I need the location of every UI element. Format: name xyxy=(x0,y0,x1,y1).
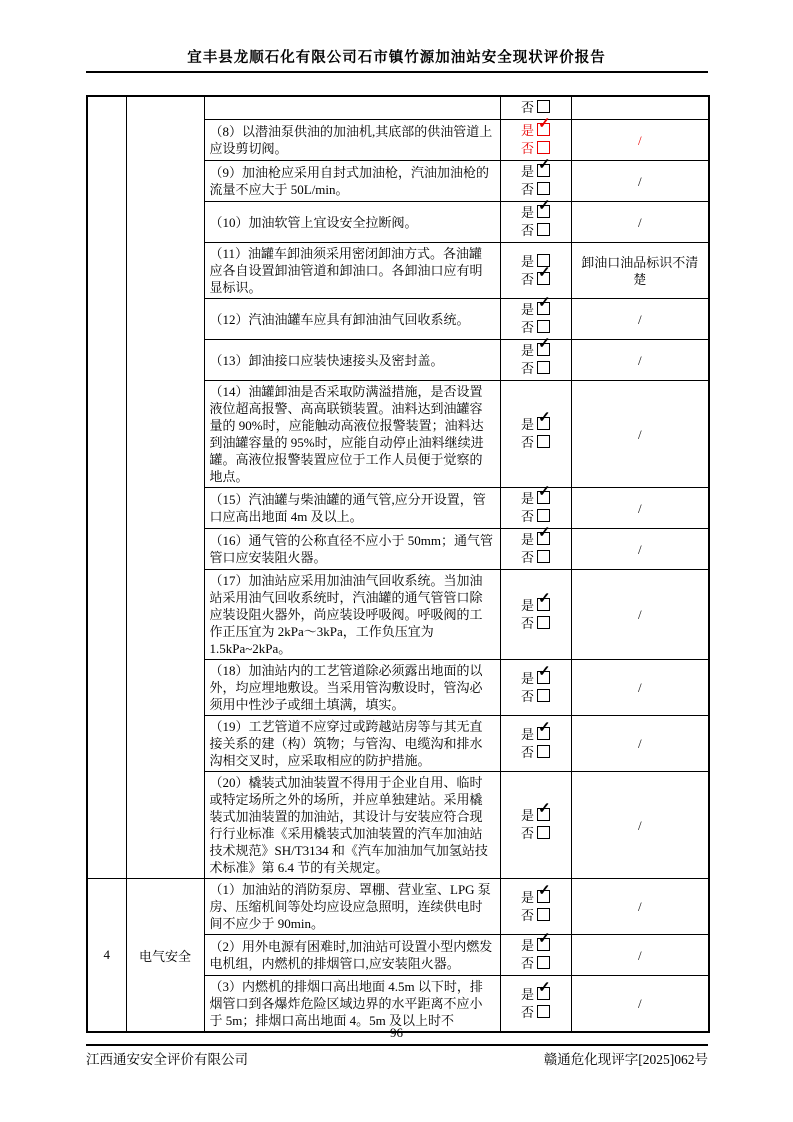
footer-doc-number: 赣通危化现评字[2025]062号 xyxy=(543,1052,708,1067)
section-seq-cell: 4 xyxy=(87,879,126,1033)
safety-checklist-table xyxy=(86,95,710,1033)
remark-cell: / xyxy=(571,772,709,879)
remark-cell: / xyxy=(571,340,709,381)
empty-checkbox-icon[interactable] xyxy=(537,361,550,374)
item-text-cell xyxy=(204,96,500,120)
yes-checkbox-line xyxy=(501,986,571,1004)
yes-checkbox-label: 是 xyxy=(520,532,534,547)
yes-checkbox-line xyxy=(501,490,571,508)
item-text-cell: （17）加油站应采用加油油气回收系统。当加油站采用油气回收系统时，汽油罐的通气管管口除应装设阻火器外，尚应装设呼吸阀。呼吸阀的工作正压宜为 2kPa～3kPa，工作负压宜为 1.5kPa~2kPa。 xyxy=(204,570,500,660)
no-checkbox-label: 否 xyxy=(520,956,534,971)
yes-checkbox-label: 是 xyxy=(520,343,534,358)
yes-checkbox-label: 是 xyxy=(520,253,534,269)
yes-checkbox-label: 是 xyxy=(520,938,534,953)
yes-no-check-cell xyxy=(500,243,571,299)
yes-checkbox-line xyxy=(501,531,571,549)
no-checkbox-label: 否 xyxy=(520,361,534,376)
yes-checkbox-line xyxy=(501,937,571,955)
yes-no-check-cell xyxy=(500,879,571,935)
remark-cell: / xyxy=(571,488,709,529)
yes-checkbox-label: 是 xyxy=(520,123,534,138)
remark-cell: / xyxy=(571,660,709,716)
no-checkbox-label: 否 xyxy=(520,141,534,156)
yes-no-check-cell xyxy=(500,935,571,976)
item-text-cell: （12）汽油油罐车应具有卸油油气回收系统。 xyxy=(204,299,500,340)
yes-checkbox-label: 是 xyxy=(520,302,534,317)
no-checkbox-line xyxy=(501,615,571,633)
checked-checkbox-icon[interactable] xyxy=(537,890,550,903)
checked-checkbox-icon[interactable] xyxy=(537,938,550,951)
yes-checkbox-label: 是 xyxy=(520,808,534,823)
section-seq-cell xyxy=(87,96,126,879)
yes-checkbox-line xyxy=(501,253,571,271)
yes-no-check-cell xyxy=(500,488,571,529)
empty-checkbox-icon[interactable] xyxy=(537,826,550,839)
yes-checkbox-label: 是 xyxy=(520,986,534,1002)
remark-cell: / xyxy=(571,570,709,660)
no-checkbox-label: 否 xyxy=(520,1004,534,1020)
item-text-cell: （15）汽油罐与柴油罐的通气管,应分开设置，管口应高出地面 4m 及以上。 xyxy=(204,488,500,529)
checked-checkbox-icon[interactable] xyxy=(537,302,550,315)
yes-checkbox-line xyxy=(501,670,571,688)
yes-checkbox-line xyxy=(501,889,571,907)
empty-checkbox-icon[interactable] xyxy=(537,956,550,969)
remark-cell xyxy=(571,96,709,120)
section-category-cell: 电气安全 xyxy=(126,879,204,1033)
yes-checkbox-label: 是 xyxy=(520,597,534,613)
no-checkbox-label: 否 xyxy=(520,435,534,450)
yes-no-check-cell xyxy=(500,381,571,488)
remark-cell: / xyxy=(571,529,709,570)
no-checkbox-line xyxy=(501,549,571,567)
empty-checkbox-icon[interactable] xyxy=(537,435,550,448)
footer-company: 江西通安安全评价有限公司 xyxy=(86,1052,248,1067)
yes-checkbox-label: 是 xyxy=(520,670,534,686)
checked-checkbox-icon[interactable] xyxy=(537,205,550,218)
table-row xyxy=(87,879,709,935)
remark-cell: / xyxy=(571,202,709,243)
yes-no-check-cell xyxy=(500,161,571,202)
remark-cell: / xyxy=(571,161,709,202)
remark-cell: / xyxy=(571,381,709,488)
yes-checkbox-line xyxy=(501,807,571,825)
yes-no-check-cell xyxy=(500,716,571,772)
checked-checkbox-icon[interactable] xyxy=(537,808,550,821)
no-checkbox-line xyxy=(501,508,571,526)
yes-checkbox-label: 是 xyxy=(520,726,534,742)
no-checkbox-line xyxy=(501,955,571,973)
empty-checkbox-icon[interactable] xyxy=(537,616,550,629)
item-text-cell: （18）加油站内的工艺管道除必须露出地面的以外，均应埋地敷设。当采用管沟敷设时，管沟必须用中性沙子或细土填满，填实。 xyxy=(204,660,500,716)
yes-no-check-cell xyxy=(500,570,571,660)
no-checkbox-label: 否 xyxy=(520,182,534,197)
no-checkbox-label: 否 xyxy=(520,509,534,524)
yes-checkbox-line xyxy=(501,301,571,319)
yes-checkbox-line xyxy=(501,204,571,222)
no-checkbox-line xyxy=(501,907,571,925)
no-checkbox-line xyxy=(501,744,571,762)
no-checkbox-label: 否 xyxy=(520,100,534,115)
yes-no-check-cell xyxy=(500,96,571,120)
header-divider xyxy=(86,71,708,73)
item-text-cell: （11）油罐车卸油须采用密闭卸油方式。各油罐应各自设置卸油管道和卸油口。各卸油口应有明显标识。 xyxy=(204,243,500,299)
no-checkbox-label: 否 xyxy=(520,271,534,287)
remark-cell: / xyxy=(571,299,709,340)
item-text-cell: （10）加油软管上宜设安全拉断阀。 xyxy=(204,202,500,243)
empty-checkbox-icon[interactable] xyxy=(537,141,550,154)
page-title: 宜丰县龙顺石化有限公司石市镇竹源加油站安全现状评价报告 xyxy=(187,50,606,66)
yes-no-check-cell xyxy=(500,660,571,716)
remark-cell: 卸油口油品标识不清楚 xyxy=(571,243,709,299)
checked-checkbox-icon[interactable] xyxy=(537,343,550,356)
empty-checkbox-icon[interactable] xyxy=(537,182,550,195)
checked-checkbox-icon[interactable] xyxy=(537,491,550,504)
item-text-cell: （9）加油枪应采用自封式加油枪，汽油加油枪的流量不应大于 50L/min。 xyxy=(204,161,500,202)
checked-checkbox-icon[interactable] xyxy=(537,164,550,177)
no-checkbox-line xyxy=(501,140,571,158)
no-checkbox-line xyxy=(501,319,571,337)
yes-checkbox-line xyxy=(501,597,571,615)
remark-cell: / xyxy=(571,935,709,976)
item-text-cell: （8）以潜油泵供油的加油机,其底部的供油管道上应设剪切阀。 xyxy=(204,120,500,161)
item-text-cell: （19）工艺管道不应穿过或跨越站房等与其无直接关系的建（构）筑物；与管沟、电缆沟和排水沟相交叉时，应采取相应的防护措施。 xyxy=(204,716,500,772)
no-checkbox-label: 否 xyxy=(520,615,534,631)
empty-checkbox-icon[interactable] xyxy=(537,320,550,333)
no-checkbox-line xyxy=(501,99,571,117)
empty-checkbox-icon[interactable] xyxy=(537,1005,550,1018)
no-checkbox-line xyxy=(501,434,571,452)
item-text-cell: （1）加油站的消防泵房、罩棚、营业室、LPG 泵房、压缩机间等处均应设应急照明，连续供电时间不应少于 90min。 xyxy=(204,879,500,935)
empty-checkbox-icon[interactable] xyxy=(537,689,550,702)
item-text-cell: （13）卸油接口应装快速接头及密封盖。 xyxy=(204,340,500,381)
table-row xyxy=(87,96,709,120)
yes-checkbox-line xyxy=(501,416,571,434)
no-checkbox-label: 否 xyxy=(520,320,534,335)
no-checkbox-label: 否 xyxy=(520,907,534,923)
checked-checkbox-icon[interactable] xyxy=(537,598,550,611)
yes-no-check-cell xyxy=(500,976,571,1033)
yes-checkbox-label: 是 xyxy=(520,205,534,220)
no-checkbox-label: 否 xyxy=(520,223,534,238)
checked-checkbox-icon[interactable] xyxy=(537,532,550,545)
checked-checkbox-icon[interactable] xyxy=(537,727,550,740)
empty-checkbox-icon[interactable] xyxy=(537,550,550,563)
item-text-cell: （14）油罐卸油是否采取防满溢措施，是否设置液位超高报警、高高联锁装置。油料达到油罐容量的 90%时，应能触动高液位报警装置；油料达到油罐容量的 95%时，应能自动停止油料继续进罐。高液位报警装置应位于工作人员便于觉察的地点。 xyxy=(204,381,500,488)
no-checkbox-label: 否 xyxy=(520,550,534,565)
no-checkbox-line xyxy=(501,688,571,706)
item-text-cell: （2）用外电源有困难时,加油站可设置小型内燃发电机组，内燃机的排烟管口,应安装阻火器。 xyxy=(204,935,500,976)
yes-checkbox-label: 是 xyxy=(520,164,534,179)
yes-no-check-cell xyxy=(500,120,571,161)
empty-checkbox-icon[interactable] xyxy=(537,100,550,113)
footer-divider xyxy=(86,1044,708,1046)
yes-no-check-cell xyxy=(500,299,571,340)
no-checkbox-line xyxy=(501,825,571,843)
empty-checkbox-icon[interactable] xyxy=(537,509,550,522)
remark-cell: / xyxy=(571,879,709,935)
no-checkbox-line xyxy=(501,1004,571,1022)
empty-checkbox-icon[interactable] xyxy=(537,745,550,758)
yes-checkbox-label: 是 xyxy=(520,491,534,506)
section-category-cell xyxy=(126,96,204,879)
empty-checkbox-icon[interactable] xyxy=(537,908,550,921)
yes-checkbox-line xyxy=(501,726,571,744)
checked-checkbox-icon[interactable] xyxy=(537,123,550,136)
yes-checkbox-line xyxy=(501,163,571,181)
no-checkbox-line xyxy=(501,181,571,199)
yes-no-check-cell xyxy=(500,772,571,879)
yes-checkbox-label: 是 xyxy=(520,417,534,432)
footer xyxy=(86,1048,708,1068)
remark-cell: / xyxy=(571,976,709,1033)
remark-cell: / xyxy=(571,716,709,772)
no-checkbox-label: 否 xyxy=(520,688,534,704)
empty-checkbox-icon[interactable] xyxy=(537,223,550,236)
item-text-cell: （20）橇装式加油装置不得用于企业自用、临时或特定场所之外的场所，并应单独建站。采用橇装式加油装置的加油站，其设计与安装应符合现行行业标准《采用橇装式加油装置的汽车加油站技术规范》SH/T3134 和《汽车加油加气加氢站技术标准》第 6.4 节的有关规定。 xyxy=(204,772,500,879)
no-checkbox-line xyxy=(501,360,571,378)
yes-no-check-cell xyxy=(500,529,571,570)
no-checkbox-line xyxy=(501,222,571,240)
no-checkbox-label: 否 xyxy=(520,744,534,760)
checked-checkbox-icon[interactable] xyxy=(537,671,550,684)
checked-checkbox-icon[interactable] xyxy=(537,987,550,1000)
checked-checkbox-icon[interactable] xyxy=(537,417,550,430)
yes-checkbox-label: 是 xyxy=(520,889,534,905)
yes-no-check-cell xyxy=(500,202,571,243)
yes-checkbox-line xyxy=(501,342,571,360)
yes-no-check-cell xyxy=(500,340,571,381)
item-text-cell: （16）通气管的公称直径不应小于 50mm；通气管管口应安装阻火器。 xyxy=(204,529,500,570)
no-checkbox-label: 否 xyxy=(520,826,534,841)
no-checkbox-line xyxy=(501,271,571,289)
yes-checkbox-line xyxy=(501,122,571,140)
remark-cell: / xyxy=(571,120,709,161)
checked-checkbox-icon[interactable] xyxy=(537,272,550,285)
page-number: 96 xyxy=(390,1025,403,1040)
item-text-cell: （3）内燃机的排烟口高出地面 4.5m 以下时，排烟管口到各爆炸危险区域边界的水平距离不应小于 5m；排烟口高出地面 4。5m 及以上时不 xyxy=(204,976,500,1033)
